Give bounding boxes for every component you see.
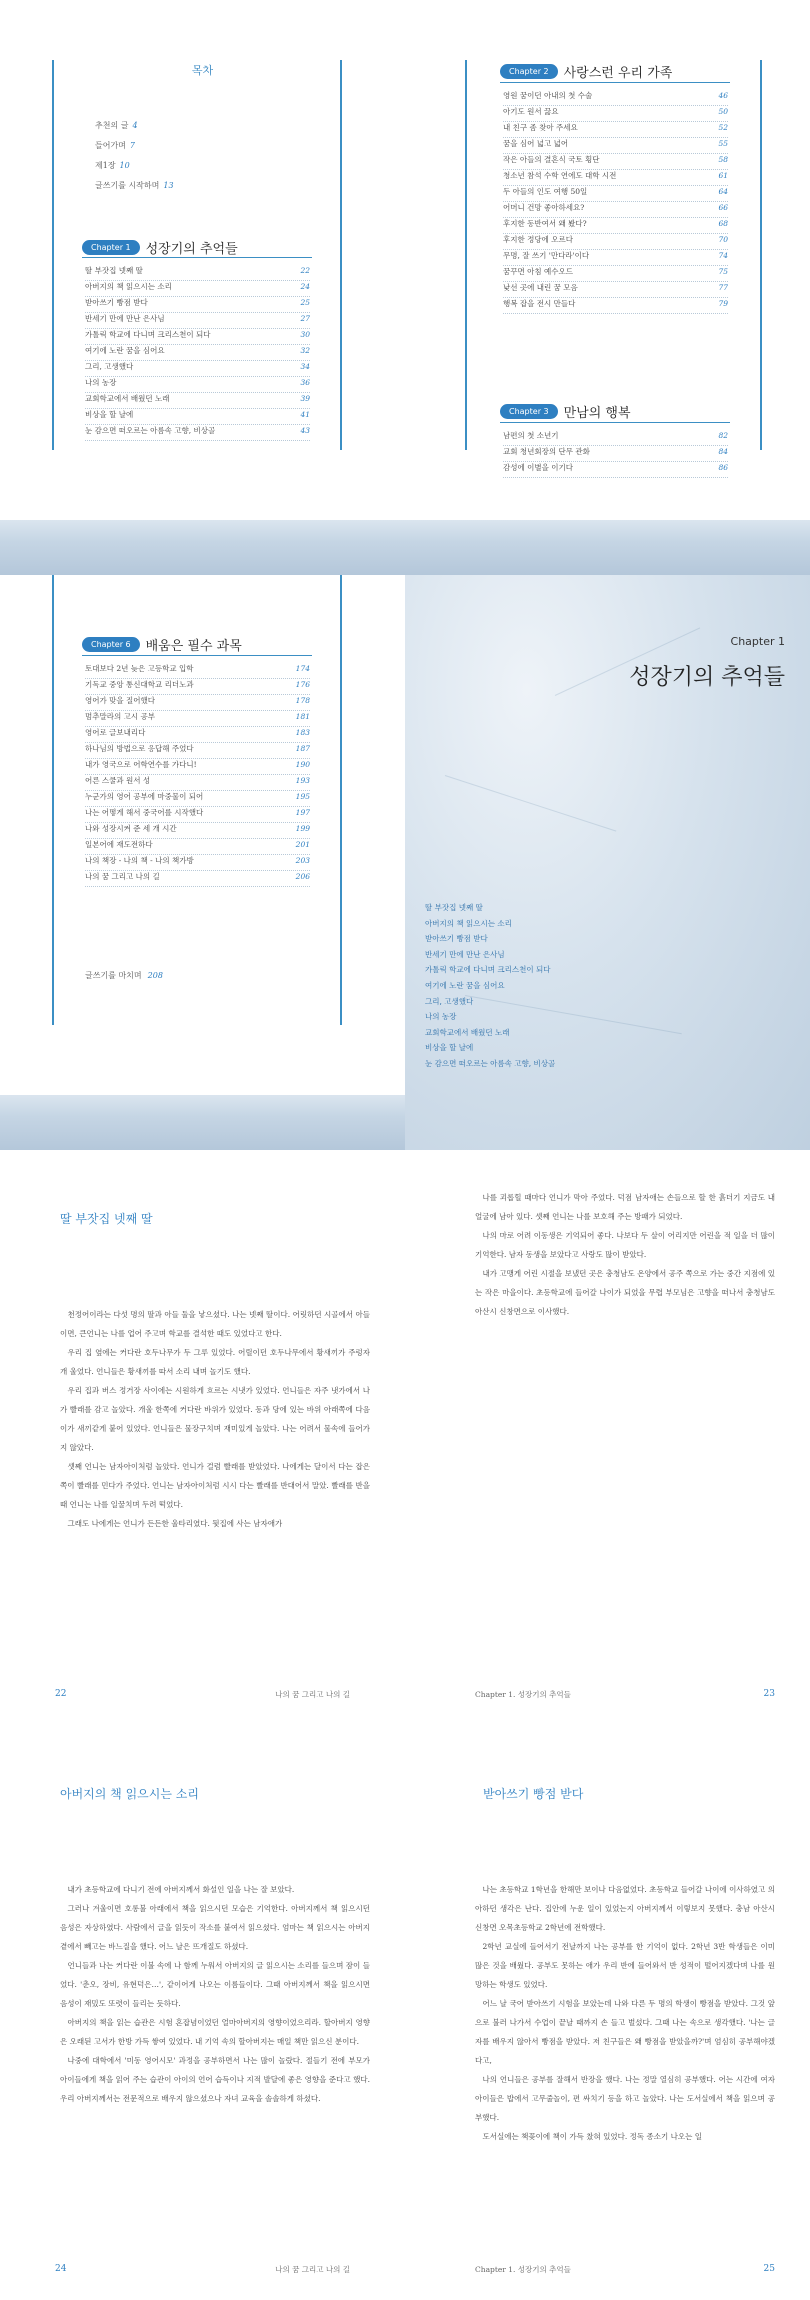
paragraph: 아버지의 책을 읽는 습관은 시험 혼잡념이었던 얼마아버지의 영향이었으리라. 할아버지 영향은 오래된 고서가 한방 가득 쌓여 있었다. 내 기억 속의 할아버지는 매일 책만 읽으신 분이다. <box>60 2018 370 2046</box>
toc-entry[interactable]: 내 친구 좀 찾아 주세요 52 <box>503 122 728 138</box>
paragraph: 나중에 대학에서 '미동 영어시모' 과정을 공부하면서 나는 많이 놀랐다. 절들기 전에 부모가 아이들에게 책을 읽어 주는 습관이 아이의 언어 습득이나 지적 발달에 좋은 영향을 준다고 했다. 우리 아버지께서는 전문적으로 배우지 않으셨으나 자녀 교육을 솔솔하게 하셨다. <box>60 2056 370 2103</box>
margin-line <box>760 60 762 450</box>
opener-item: 아버지의 책 읽으시는 소리 <box>425 918 512 928</box>
toc-entry[interactable]: 나의 농장 36 <box>85 377 310 393</box>
opener-item: 가톨릭 학교에 다니며 크리스천이 되다 <box>425 965 551 975</box>
front-matter-list <box>95 120 174 200</box>
page-23 <box>405 1150 810 1725</box>
toc-entry[interactable]: 반세기 만에 만난 은사님 27 <box>85 313 310 329</box>
paragraph: 나는 초등학교 1학년을 한해만 보이나 다음없었다. 초등학교 들어갈 나이에 이사하였고 의아하던 생각은 난다. 집안에 누운 일이 있었는지 아버지께서 이렇보지 못했다. 충남 아산시 신창면 오목초등학교 2학년에 전학했다. <box>475 1885 775 1932</box>
toc-entry[interactable]: 가톨릭 학교에 다니며 크리스천이 되다 30 <box>85 329 310 345</box>
page-number: 22 <box>55 1689 67 1699</box>
paragraph: 도서실에는 책꽂이에 책이 가득 찼혀 있었다. 정독 종소기 나오는 일 <box>482 2132 702 2141</box>
toc-entry[interactable]: 글쓰기를 시작하며 13 <box>95 181 174 190</box>
page-footer <box>475 1689 775 1700</box>
toc-entry[interactable]: 영어가 맞을 질어했다 178 <box>85 695 310 711</box>
section-title: 받아쓰기 빵점 받다 <box>483 1787 584 1801</box>
toc-entry[interactable]: 청소년 참석 수학 연에도 대학 시전 61 <box>503 170 728 186</box>
opener-item: 비상을 할 날에 <box>425 1043 474 1053</box>
page-24 <box>0 1725 405 2300</box>
paragraph: 셋째 언니는 남자아이처럼 놀았다. 언니가 걸럼 빨래를 받았었다. 나에게는 달이서 다는 잡은쪽이 빨래를 민다가 주었다. 언니는 남자아이처럼 시시 다는 빨래를 반대어서 말았. 빨래를 반을 때 언니는 나를 일꿀치며 두려 떡었다. <box>60 1462 370 1509</box>
toc-page-left <box>0 575 405 1150</box>
toc-entry[interactable]: 작은 아들의 결혼식 국토 횡단 58 <box>503 154 728 170</box>
opener-item: 나의 농장 <box>425 1012 457 1022</box>
chapter-heading <box>500 62 672 81</box>
running-head: 나의 꿈 그리고 나의 길 <box>275 2265 350 2274</box>
body-text <box>475 1880 775 2146</box>
paragraph: 어느 날 국어 받아쓰기 시험을 보았는데 나와 다른 두 명의 학생이 빵점을 받았다. 그것 앞으로 불러 나가서 수업이 끝날 때까지 손 들고 벌섰다. 그때 나는 속으로 생각했다. '나는 글자를 배우지 않아서 빵점을 받았다. 저 친구들은 왜 빵점을 받았을까?'며 엄심히 공부해야겠다고, <box>475 1999 775 2065</box>
paragraph: 내가 고맹게 어린 시절을 보냈던 곳은 충청남도 온양에서 공주 쪽으로 가는 중간 지점에 있는 작은 마을이다. 초등학교에 들어갈 나이가 되었을 무렵 부모님은 고향을 떠나서 충청남도 아산시 신창면으로 이사했다. <box>475 1269 775 1316</box>
texture-line <box>445 775 616 832</box>
toc-entry[interactable]: 영원 꿈이던 아내의 첫 수술 46 <box>503 90 728 106</box>
toc-entry[interactable]: 무명, 잘 쓰기 '만다라'이다 74 <box>503 250 728 266</box>
chapter-badge: Chapter 3 <box>500 404 558 419</box>
opener-item: 눈 감으면 떠오르는 아름속 고향, 비상골 <box>425 1058 556 1068</box>
paragraph: 나의 언니들은 공부를 잘해서 반장을 했다. 나는 정말 열심히 공부했다. 어는 시간에 여자아이들은 밥에서 고무줄놀이, 편 싸치기 등을 하고 놀았다. 나는 도서실에서 책을 읽으며 공부했다. <box>475 2075 775 2122</box>
toc-entry[interactable]: 기독교 중앙 통신대학교 리더노과 176 <box>85 679 310 695</box>
toc-entry[interactable]: 어른 스쿨과 원서 성 193 <box>85 775 310 791</box>
toc-entry[interactable]: 일본어에 재도전하다 201 <box>85 839 310 855</box>
toc-page-left <box>0 0 405 520</box>
paragraph: 언니들과 나는 커다란 이불 속에 나 함께 누워서 아버지의 글 읽으시는 소리를 들으며 잠이 들었다. '춘오, 장비, 유현덕은…', 같이어게 나오는 이름들이다. 그때 아버지께서 책을 읽으시면 음성이 재밌도 또렷이 들리는 듯하다. <box>60 1961 370 2008</box>
body-text <box>60 1305 370 1533</box>
paragraph: 우리 집과 버스 정거장 사이에는 시원하게 흐르는 시냇가 있었다. 언니들은 자주 냇가에서 나가 빨래를 감고 놀았다. 개울 한쪽에 커다란 바위가 있었다. 동과 당에 있는 바위 아래쪽에 다음이가 새끼같게 붙어 있었다. 언니들은 물장구치며 재미있게 놀았다. 나는 어려서 물속에 들어가지 않았다. <box>60 1386 370 1452</box>
toc-entry[interactable]: 비상을 할 날에 41 <box>85 409 310 425</box>
toc-entry[interactable]: 행복 잡을 전시 만들다 79 <box>503 298 728 314</box>
page-22 <box>0 1150 405 1725</box>
paragraph: 그래도 나에게는 언니가 든든한 울타리였다. 뒷집에 사는 남자애가 <box>67 1519 283 1528</box>
toc-entry[interactable]: 교회학교에서 배웠던 노래 39 <box>85 393 310 409</box>
chapter-badge: Chapter 6 <box>82 637 140 652</box>
opener-item: 교회학교에서 배웠던 노래 <box>425 1027 510 1037</box>
chapter-rule <box>500 82 730 83</box>
paragraph: 2학년 교실에 들어서기 전날까지 나는 공부를 한 기억이 없다. 2학년 3반 학생들은 이미 많은 것을 배웠다. 공부도 못하는 애가 우리 반에 들어와서 반 성적이 떨어지겠다며 나를 원망하는 학생도 있었다. <box>475 1942 775 1989</box>
toc-entry[interactable]: 후지한 정당에 오르다 70 <box>503 234 728 250</box>
chapter-rule <box>82 655 312 656</box>
toc-entry[interactable]: 받아쓰기 빵점 받다 25 <box>85 297 310 313</box>
toc-entry[interactable]: 나는 어떻게 해서 중국어를 시작했다 197 <box>85 807 310 823</box>
opener-item: 반세기 만에 만난 은사님 <box>425 949 505 959</box>
chapter-badge: Chapter 1 <box>82 240 140 255</box>
toc-entry[interactable]: 토대보다 2년 늦은 고등학교 입학 174 <box>85 663 310 679</box>
page-25 <box>405 1725 810 2300</box>
paragraph: 그러나 겨울이면 호롱불 아래에서 책을 읽으시던 모습은 기억한다. 아버지께서 책 읽으시던 음성은 자상하였다. 사람에서 글을 읽듯이 작소를 붙여서 읽으셨다. 엄마는 책 읽으시는 아버지 곁에서 빼고는 바느질을 했다. 어느 날은 뜨개질도 하셨다. <box>60 1904 370 1951</box>
toc-entry[interactable]: 들어가며 7 <box>95 141 136 150</box>
toc-entry[interactable]: 딸 부잣집 넷째 딸 22 <box>85 265 310 281</box>
page-footer <box>475 2264 775 2275</box>
toc-entry[interactable]: 글쓰기를 마치며 208 <box>85 971 163 980</box>
body-text <box>60 1880 370 2108</box>
opener-item: 받아쓰기 빵점 받다 <box>425 934 488 944</box>
page-footer <box>55 1689 350 1700</box>
chapter-title: 배움은 필수 과목 <box>145 639 242 654</box>
chapter-1-list <box>85 265 310 441</box>
toc-entry[interactable]: 눈 감으면 떠오르는 아름속 고향, 비상골 43 <box>85 425 310 441</box>
opener-item: 여기에 노란 꿈을 심어요 <box>425 980 505 990</box>
section-title: 딸 부잣집 넷째 딸 <box>60 1212 153 1226</box>
chapter-title-large: 성장기의 추억들 <box>629 665 785 690</box>
toc-entry[interactable]: 하나님의 방법으로 응답해 주었다 187 <box>85 743 310 759</box>
toc-entry[interactable]: 어머니 건망 좋아하세요? 66 <box>503 202 728 218</box>
paragraph: 내가 초등학교에 다니기 전에 아버지께서 화설인 일을 나는 잘 보았다. <box>67 1885 295 1894</box>
toc-entry[interactable]: 꿈을 심어 넓고 넓어 55 <box>503 138 728 154</box>
toc-spread-1 <box>0 0 810 520</box>
toc-title: 목차 <box>191 64 214 77</box>
body-text <box>475 1188 775 1321</box>
paragraph: 나를 괴롭힐 때마다 언니가 막아 주었다. 덕점 남자애는 손들으로 할 한 흙더기 지금도 내 얼굴에 남아 있다. 셋째 언니는 나를 보호해 주는 방패가 되었다. <box>475 1193 775 1221</box>
toc-entry[interactable]: 누군가의 영어 공부에 마중물이 되어 195 <box>85 791 310 807</box>
toc-entry[interactable]: 후지한 동반여서 왜 봤다? 68 <box>503 218 728 234</box>
margin-line <box>340 60 342 450</box>
margin-line <box>465 60 467 450</box>
page-footer <box>55 2264 350 2275</box>
chapter-title: 만남의 행복 <box>563 406 631 421</box>
toc-entry[interactable]: 제1장 10 <box>95 161 130 170</box>
chapter-rule <box>500 422 730 423</box>
chapter-opener <box>405 575 810 1150</box>
chapter-rule <box>82 257 312 258</box>
toc-entry[interactable]: 감성에 이별을 이기다 86 <box>503 462 728 478</box>
margin-line <box>52 60 54 450</box>
running-head: 나의 꿈 그리고 나의 길 <box>275 1690 350 1699</box>
watercolor-band <box>0 520 810 575</box>
margin-line <box>340 575 342 1025</box>
page-number: 23 <box>763 1689 775 1699</box>
toc-spread-2 <box>0 575 810 1150</box>
toc-entry[interactable]: 그리, 고생했다 34 <box>85 361 310 377</box>
chapter-heading <box>500 402 631 421</box>
opener-contents <box>425 900 555 1072</box>
opener-item: 딸 부잣집 넷째 딸 <box>425 903 483 912</box>
section-title: 아버지의 책 읽으시는 소리 <box>60 1787 199 1801</box>
watercolor-band <box>0 1095 405 1150</box>
toc-entry[interactable]: 영어로 글보내리다 183 <box>85 727 310 743</box>
chapter-label-en: Chapter 1 <box>730 635 785 648</box>
toc-entry[interactable]: 나의 책장 - 나의 책 - 나의 책가방 203 <box>85 855 310 871</box>
toc-entry[interactable]: 남편의 첫 소년기 82 <box>503 430 728 446</box>
toc-entry[interactable]: 추천의 글 4 <box>95 121 138 130</box>
body-spread-24-25 <box>0 1725 810 2300</box>
margin-line <box>52 575 54 1025</box>
paragraph: 천정어이라는 다섯 명의 딸과 아들 둘을 낳으셨다. 나는 넷째 딸이다. 어릿하던 시골에서 아들이면, 큰언니는 나를 업어 주고며 학교를 결석한 때도 있었다고 한다. <box>60 1310 370 1338</box>
toc-entry[interactable]: 아버지의 책 읽으시는 소리 24 <box>85 281 310 297</box>
toc-entry[interactable]: 교회 청년회장의 단무 관화 84 <box>503 446 728 462</box>
toc-entry[interactable]: 나의 꿈 그리고 나의 길 206 <box>85 871 310 887</box>
toc-entry[interactable]: 꿈꾸면 아침 예수오드 75 <box>503 266 728 282</box>
chapter-title: 사랑스런 우리 가족 <box>563 66 673 81</box>
toc-page-right <box>405 0 810 520</box>
toc-entry[interactable]: 아기도 원서 끓요 50 <box>503 106 728 122</box>
chapter-heading <box>82 238 238 257</box>
toc-entry[interactable]: 두 아들의 인도 여행 50일 64 <box>503 186 728 202</box>
paragraph: 우리 집 옆에는 커다란 호두나무가 두 그루 있었다. 어릴이던 호두나무에서 황새끼가 주렁자개 울었다. 언니들은 황새끼를 따서 소리 내며 놀기도 했다. <box>60 1348 370 1376</box>
chapter-title: 성장기의 추억들 <box>145 242 238 257</box>
page-number: 25 <box>763 2264 775 2274</box>
paragraph: 나의 마로 어려 이동생은 기억되어 좋다. 나보다 두 살이 어리지만 어린을 적 일을 더 많이 기억한다. 남자 동생을 보았다고 사랑도 많이 받았다. <box>475 1231 775 1259</box>
chapter-heading <box>82 635 242 654</box>
running-head: Chapter 1. 성장기의 추억들 <box>475 2265 571 2274</box>
chapter-2-list <box>503 90 728 314</box>
chapter-3-list <box>503 430 728 478</box>
running-head: Chapter 1. 성장기의 추억들 <box>475 1690 571 1699</box>
toc-entry[interactable]: 낮선 곳에 내린 꿈 모음 77 <box>503 282 728 298</box>
body-spread-22-23 <box>0 1150 810 1725</box>
chapter-badge: Chapter 2 <box>500 64 558 79</box>
toc-entry[interactable]: 멈추말라의 고시 공부 181 <box>85 711 310 727</box>
toc-entry[interactable]: 내가 영국으로 어학연수를 가다니! 190 <box>85 759 310 775</box>
opener-item: 그리, 고생했다 <box>425 996 474 1006</box>
page-number: 24 <box>55 2264 67 2274</box>
toc-entry[interactable]: 여기에 노란 꿈을 심어요 32 <box>85 345 310 361</box>
chapter-6-list <box>85 663 310 887</box>
toc-entry[interactable]: 나와 성장시켜 준 세 개 시간 199 <box>85 823 310 839</box>
